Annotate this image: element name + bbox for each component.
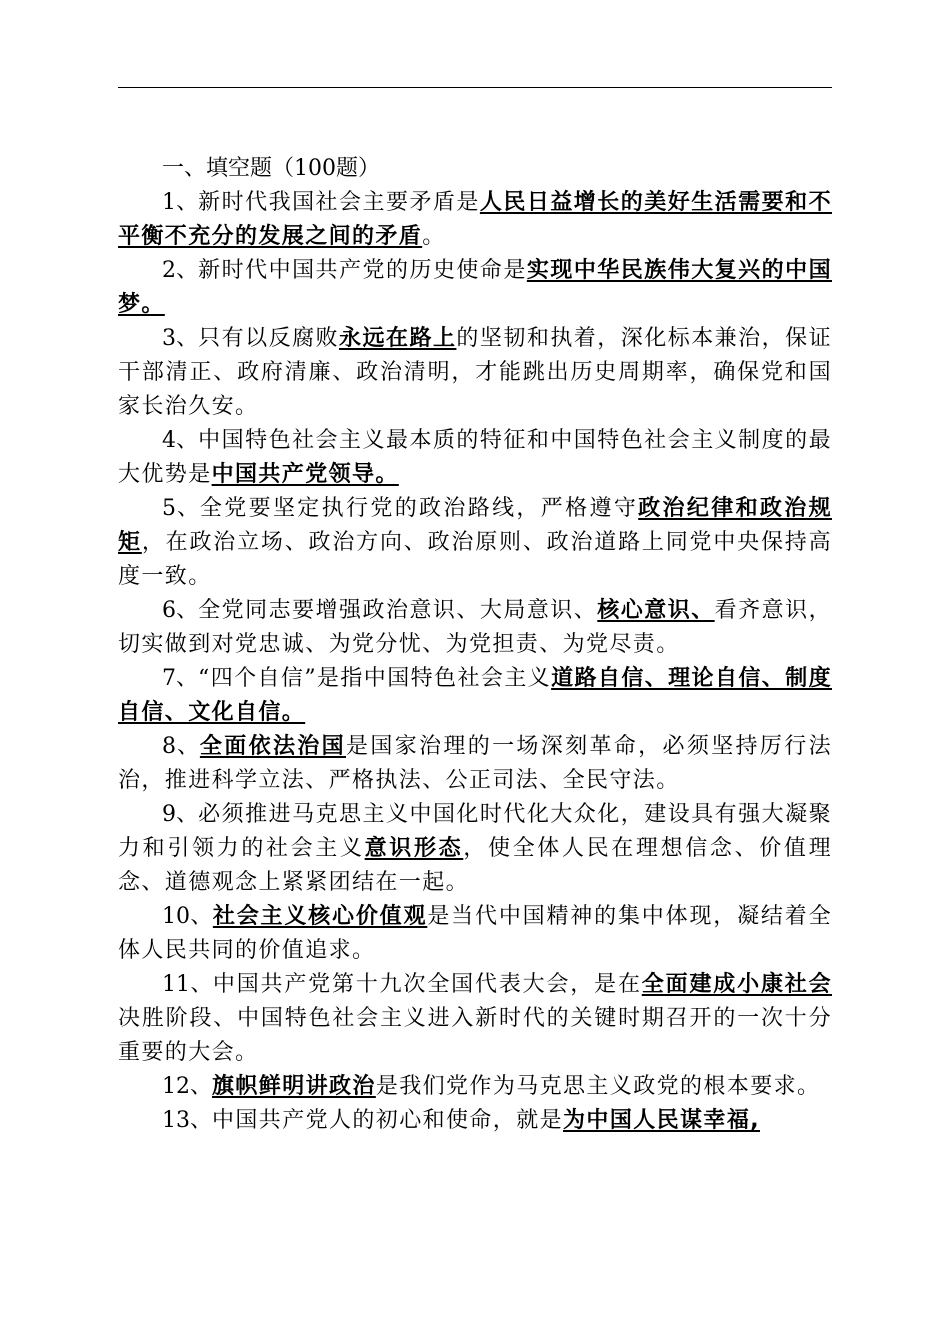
question-8 — [118, 730, 832, 798]
question-number: 1、 — [162, 190, 199, 215]
answer-text: 永远在路上 — [339, 326, 457, 351]
question-text: 中国共产党第十九次全国代表大会，是在 — [212, 972, 642, 997]
question-text-after: 。 — [422, 224, 446, 249]
question-text: 必须推进马克思主义中国化时代化大众化，建设具有强大凝聚力和引领力的社会主义 — [118, 802, 832, 861]
question-5 — [118, 492, 832, 594]
question-4 — [118, 424, 832, 492]
question-13 — [118, 1104, 832, 1138]
question-text-after: ，使全体人民在理想信念、价值理念、道德观念上紧紧团结在一起。 — [118, 836, 832, 895]
document-body — [118, 152, 832, 1138]
question-text: 中国共产党人的初心和使命，就是 — [212, 1108, 564, 1133]
question-text-after: 是我们党作为马克思主义政党的根本要求。 — [375, 1074, 821, 1099]
question-10 — [118, 900, 832, 968]
question-number: 8、 — [162, 734, 200, 759]
question-text: 只有以反腐败 — [198, 326, 340, 351]
question-text-after: 决胜阶段、中国特色社会主义进入新时代的关键时期召开的一次十分重要的大会。 — [118, 1006, 832, 1065]
answer-text: 实现中华民族伟大复兴的中国梦。 — [118, 258, 832, 317]
answer-text: 旗帜鲜明讲政治 — [212, 1074, 376, 1099]
question-6 — [118, 594, 832, 662]
question-text-after: 是国家治理的一场深刻革命，必须坚持厉行法治，推进科学立法、严格执法、公正司法、全民守法。 — [118, 734, 833, 793]
question-2 — [118, 254, 832, 322]
answer-text: 社会主义核心价值观 — [212, 904, 428, 929]
question-text: 全党要坚定执行党的政治路线，严格遵守 — [199, 496, 639, 521]
answer-text: 意识形态 — [364, 836, 464, 861]
question-number: 5、 — [162, 496, 200, 521]
question-text-after: ，在政治立场、政治方向、政治原则、政治道路上同党中央保持高度一致。 — [118, 530, 833, 589]
question-number: 3、 — [162, 326, 199, 351]
question-text: 全党同志要增强政治意识、大局意识、 — [198, 598, 598, 623]
answer-text: 政治纪律和政治规矩 — [118, 496, 833, 555]
question-number: 11、 — [162, 972, 213, 997]
question-1 — [118, 186, 832, 254]
question-text: “四个自信”是指中国特色社会主义 — [198, 666, 552, 691]
question-11 — [118, 968, 832, 1070]
question-number: 4、 — [162, 428, 199, 453]
question-7 — [118, 662, 832, 730]
header-rule — [118, 87, 832, 88]
question-number: 2、 — [162, 258, 199, 283]
question-number: 6、 — [162, 598, 199, 623]
question-number: 10、 — [162, 904, 213, 929]
answer-text: 全面依法治国 — [199, 734, 346, 759]
answer-text: 为中国人民谋幸福, — [563, 1108, 760, 1133]
question-3 — [118, 322, 832, 424]
question-number: 13、 — [162, 1108, 212, 1133]
question-12 — [118, 1070, 832, 1104]
answer-text: 人民日益增长的美好生活需要和不平衡不充分的发展之间的矛盾 — [118, 190, 832, 249]
question-number: 9、 — [162, 802, 199, 827]
question-text-after: 的坚韧和执着，深化标本兼治，保证干部清正、政府清廉、政治清明，才能跳出历史周期率，确保党和国家长治久安。 — [118, 326, 832, 419]
question-text: 新时代我国社会主要矛盾是 — [198, 190, 480, 215]
answer-text: 全面建成小康社会 — [641, 972, 833, 997]
question-text-after: 看齐意识，切实做到对党忠诚、为党分忧、为党担责、为党尽责。 — [118, 598, 832, 657]
question-number: 7、 — [162, 666, 199, 691]
question-9 — [118, 798, 832, 900]
question-text: 新时代中国共产党的历史使命是 — [198, 258, 527, 283]
answer-text: 核心意识、 — [597, 598, 715, 623]
answer-text: 道路自信、理论自信、制度自信、文化自信。 — [118, 666, 833, 725]
answer-text: 中国共产党领导。 — [211, 462, 399, 487]
question-number: 12、 — [162, 1074, 212, 1099]
question-text-after: 是当代中国精神的集中体现，凝结着全体人民共同的价值追求。 — [118, 904, 832, 963]
question-text: 中国特色社会主义最本质的特征和中国特色社会主义制度的最大优势是 — [118, 428, 832, 487]
section-heading: 一、填空题（100题） — [162, 156, 380, 181]
